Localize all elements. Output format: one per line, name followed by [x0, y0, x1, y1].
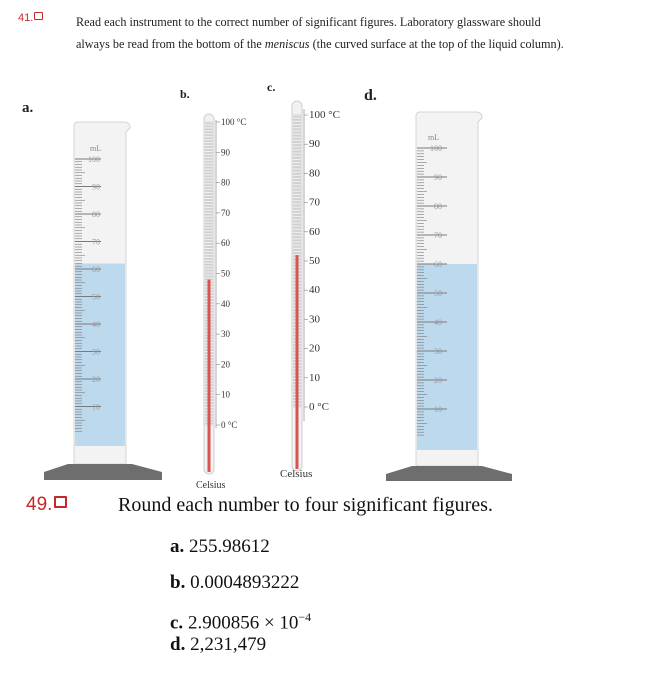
- cylinder-base: [44, 464, 162, 480]
- tick-label: 80: [434, 202, 442, 211]
- thermometer-b: [196, 100, 276, 492]
- celsius-caption: Celsius: [196, 480, 226, 491]
- item-value: 2,231,479: [190, 634, 267, 655]
- question-49-number: [26, 494, 67, 516]
- item-value: 0.0004893222: [190, 572, 300, 593]
- list-item: [170, 536, 270, 558]
- tick-label: 50: [92, 292, 100, 302]
- tick-label: 30: [309, 313, 320, 326]
- item-value: 2.900856 × 10: [187, 612, 299, 634]
- tick-label: 60: [92, 265, 100, 274]
- tick-label: 20: [221, 359, 230, 370]
- liquid-column: [75, 264, 125, 447]
- tick-label: 50: [309, 255, 320, 267]
- tick-label: 100 °C: [309, 109, 340, 121]
- tick-label: 20: [309, 342, 320, 355]
- tick-label: 20: [92, 375, 100, 384]
- item-label: c.: [170, 612, 184, 634]
- tick-label: 30: [221, 329, 230, 340]
- mercury-column: [208, 280, 211, 472]
- item-value: 255.98612: [189, 536, 270, 557]
- intro-italic: meniscus: [264, 37, 310, 51]
- item-label: d.: [170, 634, 186, 655]
- mercury-column: [296, 255, 299, 469]
- checkbox-icon[interactable]: [34, 12, 43, 20]
- question-number-text: 41.: [18, 12, 34, 24]
- tick-label: 80: [92, 210, 100, 219]
- tick-label: 30: [92, 347, 100, 357]
- label-a: a.: [22, 100, 34, 116]
- tick-label: 60: [434, 260, 442, 269]
- list-item: [170, 610, 311, 634]
- tick-label: 0 °C: [221, 420, 238, 430]
- tick-label: 90: [434, 173, 442, 182]
- tick-label: 100 °C: [221, 117, 247, 127]
- tick-label: 10: [221, 389, 230, 400]
- label-c: c.: [267, 80, 276, 94]
- liquid-column: [417, 264, 477, 450]
- thermometer-c-scale: [304, 109, 340, 413]
- graduated-cylinder-a: [40, 118, 170, 482]
- thermometer-c: [280, 95, 374, 487]
- label-d: d.: [364, 87, 377, 104]
- tick-label: 40: [434, 318, 442, 327]
- thermometer-b-scale: [216, 117, 246, 430]
- intro-text-1: Read each instrument to the correct number of significant figures. Laboratory glassware should always be read from the bottom of the: [76, 15, 541, 51]
- unit-label: mL: [428, 133, 440, 142]
- list-item: [170, 634, 266, 656]
- tick-label: 10: [434, 405, 442, 414]
- tick-label: 70: [221, 207, 230, 218]
- label-b: b.: [180, 87, 190, 101]
- tick-label: 90: [221, 147, 230, 158]
- tick-label: 70: [309, 196, 320, 209]
- tick-label: 30: [434, 347, 442, 356]
- tick-label: 0 °C: [309, 401, 329, 413]
- tick-label: 50: [221, 268, 230, 279]
- tick-label: 90: [92, 182, 100, 192]
- tick-label: 10: [92, 402, 100, 412]
- question-number-text: 49.: [26, 494, 53, 515]
- item-label: b.: [170, 572, 186, 593]
- tick-label: 100: [430, 144, 442, 153]
- tick-label: 90: [309, 138, 320, 151]
- item-label: a.: [170, 536, 185, 557]
- celsius-caption: Celsius: [280, 468, 313, 480]
- tick-label: 20: [434, 376, 442, 385]
- question-41-instructions: [76, 11, 566, 55]
- tick-label: 10: [309, 371, 320, 384]
- checkbox-icon[interactable]: [54, 496, 67, 508]
- item-exponent: −4: [298, 610, 312, 624]
- question-49-prompt: Round each number to four significant figures.: [118, 494, 493, 516]
- tick-label: 80: [221, 177, 230, 188]
- tick-label: 60: [221, 238, 230, 249]
- tick-label: 40: [221, 298, 230, 309]
- intro-text-2: (the curved surface at the top of the liquid column).: [309, 37, 564, 51]
- unit-label: mL: [90, 144, 102, 153]
- tick-label: 70: [434, 231, 442, 240]
- tick-label: 50: [434, 289, 442, 298]
- tick-label: 70: [92, 237, 100, 247]
- tick-label: 40: [92, 320, 100, 329]
- tick-label: 40: [309, 284, 320, 297]
- list-item: [170, 572, 299, 594]
- cylinder-base: [386, 466, 512, 481]
- tick-label: 80: [309, 167, 320, 180]
- tick-label: 100: [88, 155, 100, 164]
- question-41-number: [18, 12, 43, 24]
- graduated-cylinder-d: [382, 108, 522, 482]
- tick-label: 60: [309, 225, 320, 238]
